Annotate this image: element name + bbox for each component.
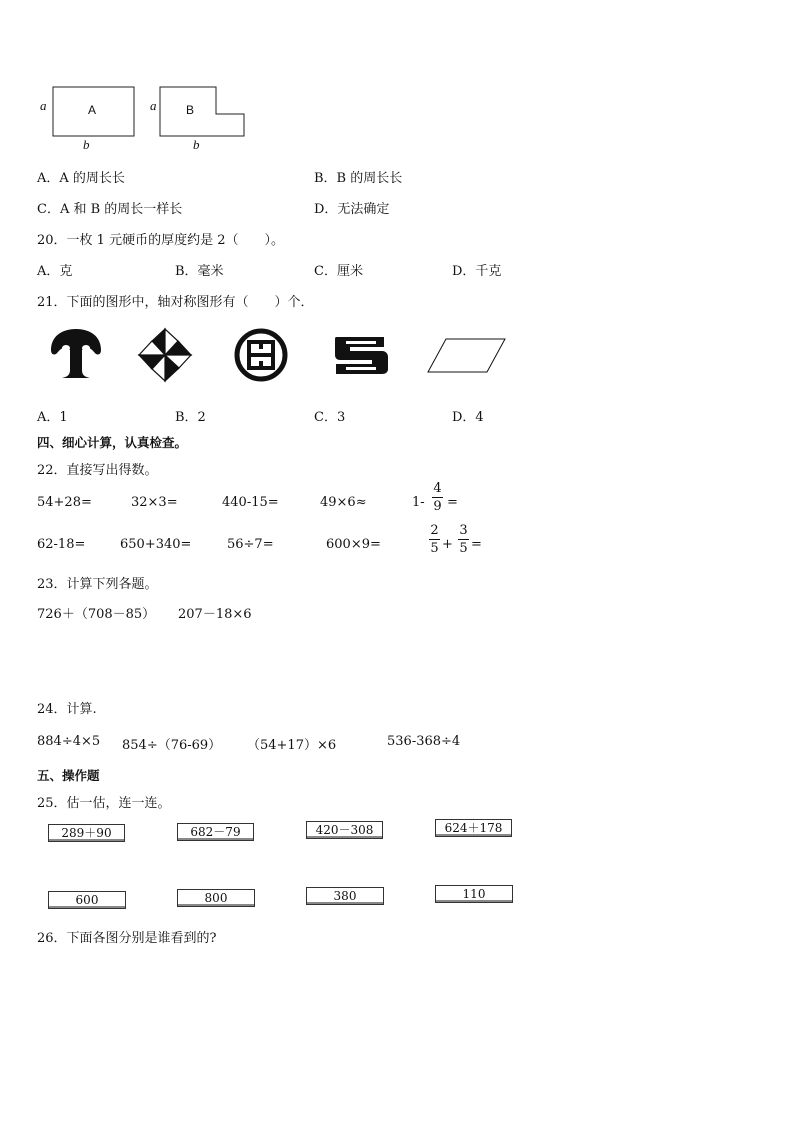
pinwheel-icon (135, 325, 195, 385)
q22-r1-item-4: 49×6≈ (320, 495, 367, 510)
shape-b-label: B (186, 103, 195, 117)
fraction-denominator: 9 (433, 499, 442, 514)
q19-figure (36, 84, 256, 154)
q21-option-c[interactable]: C．3 (314, 410, 346, 425)
fraction-numerator: 4 (433, 481, 442, 496)
q22-r2-fraction-2 (458, 523, 469, 556)
q20-option-a[interactable]: A．克 (37, 264, 73, 279)
q24-item-1: 884÷4×5 (37, 734, 101, 749)
q23-item-1: 726＋（708－85） (37, 607, 156, 622)
q22-r2-frac-op: + (442, 537, 453, 552)
q22-r1-item-3: 440-15= (222, 495, 279, 510)
fraction-numerator: 3 (459, 523, 468, 538)
q22-r1-item-2: 32×3= (131, 495, 178, 510)
q25-value-box-2[interactable]: 800 (177, 889, 255, 907)
rect-a-label: A (88, 103, 97, 117)
q25-value-box-4[interactable]: 110 (435, 885, 513, 903)
fraction-bar (432, 497, 443, 498)
q24-stem: 24．计算. (37, 702, 97, 717)
q24-item-3: （54+17）×6 (247, 738, 337, 753)
q25-value-box-3[interactable]: 380 (306, 887, 384, 905)
q25-value-box-1[interactable]: 600 (48, 891, 126, 909)
q25-expr-box-4[interactable]: 624＋178 (435, 819, 512, 837)
side-b-label-2: b (193, 137, 200, 152)
fraction-numerator: 2 (430, 523, 439, 538)
parallelogram-icon (426, 336, 508, 376)
s-logo-icon (332, 333, 390, 377)
q22-r2-frac-suffix: = (471, 537, 482, 552)
q20-option-c[interactable]: C．厘米 (314, 264, 363, 279)
q22-r2-item-2: 650+340= (120, 537, 192, 552)
q20-stem: 20．一枚 1 元硬币的厚度约是 2（ ）。 (37, 233, 284, 248)
fraction-denominator: 5 (459, 541, 468, 556)
q21-option-a[interactable]: A．1 (37, 410, 68, 425)
q19-option-c[interactable]: C．A 和 B 的周长一样长 (37, 202, 183, 217)
q22-r1-fraction (432, 481, 443, 514)
q25-stem: 25．估一估，连一连。 (37, 796, 171, 811)
q22-r2-fraction-1 (429, 523, 440, 556)
q25-expr-box-3[interactable]: 420－308 (306, 821, 383, 839)
q25-expr-box-1[interactable]: 289＋90 (48, 824, 125, 842)
q20-option-d[interactable]: D．千克 (452, 264, 502, 279)
q22-stem: 22．直接写出得数。 (37, 463, 158, 478)
q24-item-2: 854÷（76-69） (122, 738, 222, 753)
q19-option-a[interactable]: A．A 的周长长 (37, 171, 125, 186)
q23-stem: 23．计算下列各题。 (37, 577, 158, 592)
bank-logo-icon (233, 327, 289, 383)
q22-r2-item-1: 62-18= (37, 537, 86, 552)
shape-b (160, 87, 244, 136)
section5-title: 五、操作题 (37, 768, 100, 783)
side-b-label-1: b (83, 137, 90, 152)
q19-option-b[interactable]: B．B 的周长长 (314, 171, 403, 186)
q22-r2-item-4: 600×9= (326, 537, 381, 552)
q26-stem: 26．下面各图分别是谁看到的? (37, 931, 217, 946)
q19-option-d[interactable]: D．无法确定 (314, 202, 390, 217)
q21-option-d[interactable]: D．4 (452, 410, 484, 425)
q23-item-2: 207－18×6 (178, 607, 252, 622)
side-a-label-1: a (40, 98, 47, 113)
fraction-bar (458, 539, 469, 540)
q22-r1-item-1: 54+28= (37, 495, 92, 510)
q22-r2-item-3: 56÷7= (227, 537, 274, 552)
mushroom-shape-icon (48, 326, 104, 382)
side-a-label-2: a (150, 98, 157, 113)
q24-item-4: 536-368÷4 (387, 734, 461, 749)
fraction-denominator: 5 (430, 541, 439, 556)
section4-title: 四、细心计算，认真检查。 (37, 435, 188, 450)
q21-stem: 21．下面的图形中，轴对称图形有（ ）个． (37, 295, 314, 310)
q22-r1-frac-suffix: = (447, 495, 458, 510)
q20-option-b[interactable]: B．毫米 (175, 264, 224, 279)
q22-r1-frac-prefix: 1- (412, 495, 425, 510)
fraction-bar (429, 539, 440, 540)
q25-expr-box-2[interactable]: 682－79 (177, 823, 254, 841)
q21-option-b[interactable]: B．2 (175, 410, 206, 425)
